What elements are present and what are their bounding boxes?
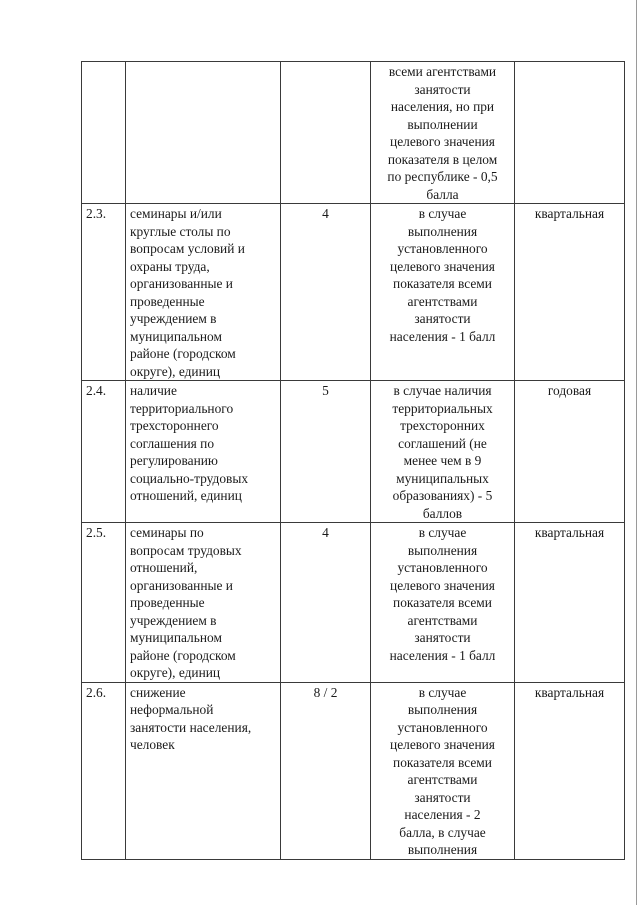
table-row [82, 381, 625, 523]
table-row [82, 204, 625, 381]
target-value: 4 [281, 204, 371, 381]
reporting-period: годовая [515, 381, 625, 523]
reporting-period: квартальная [515, 682, 625, 859]
row-number [82, 62, 126, 204]
criteria-table [81, 61, 625, 860]
scoring-condition: в случае выполнения установленного целевого значения показателя всеми агентствами занятости населения - 1 балл [371, 523, 515, 683]
scoring-condition: в случае наличия территориальных трехсторонних соглашений (не менее чем в 9 муниципальных образованиях) - 5 баллов [371, 381, 515, 523]
scoring-condition: в случае выполнения установленного целевого значения показателя всеми агентствами занятости населения - 2 балла, в случае выполнения [371, 682, 515, 859]
table-row [82, 682, 625, 859]
target-value: 5 [281, 381, 371, 523]
reporting-period: квартальная [515, 523, 625, 683]
table-row [82, 62, 625, 204]
scoring-condition: в случае выполнения установленного целевого значения показателя всеми агентствами занятости населения - 1 балл [371, 204, 515, 381]
row-number: 2.5. [82, 523, 126, 683]
indicator-name: снижение неформальной занятости населения, человек [126, 682, 281, 859]
scoring-condition: всеми агентствами занятости населения, но при выполнении целевого значения показателя в целом по республике - 0,5 балла [371, 62, 515, 204]
indicator-name: семинары по вопросам трудовых отношений, организованные и проведенные учреждением в муниципальном районе (городском округе), единиц [126, 523, 281, 683]
table-row [82, 523, 625, 683]
page-edge-line [636, 0, 637, 905]
reporting-period: квартальная [515, 204, 625, 381]
indicator-name [126, 62, 281, 204]
target-value: 4 [281, 523, 371, 683]
row-number: 2.6. [82, 682, 126, 859]
indicator-name: наличие территориального трехстороннего соглашения по регулированию социально-трудовых отношений, единиц [126, 381, 281, 523]
indicator-name: семинары и/или круглые столы по вопросам условий и охраны труда, организованные и проведенные учреждением в муниципальном районе (городском округе), единиц [126, 204, 281, 381]
target-value [281, 62, 371, 204]
target-value: 8 / 2 [281, 682, 371, 859]
reporting-period [515, 62, 625, 204]
row-number: 2.3. [82, 204, 126, 381]
row-number: 2.4. [82, 381, 126, 523]
